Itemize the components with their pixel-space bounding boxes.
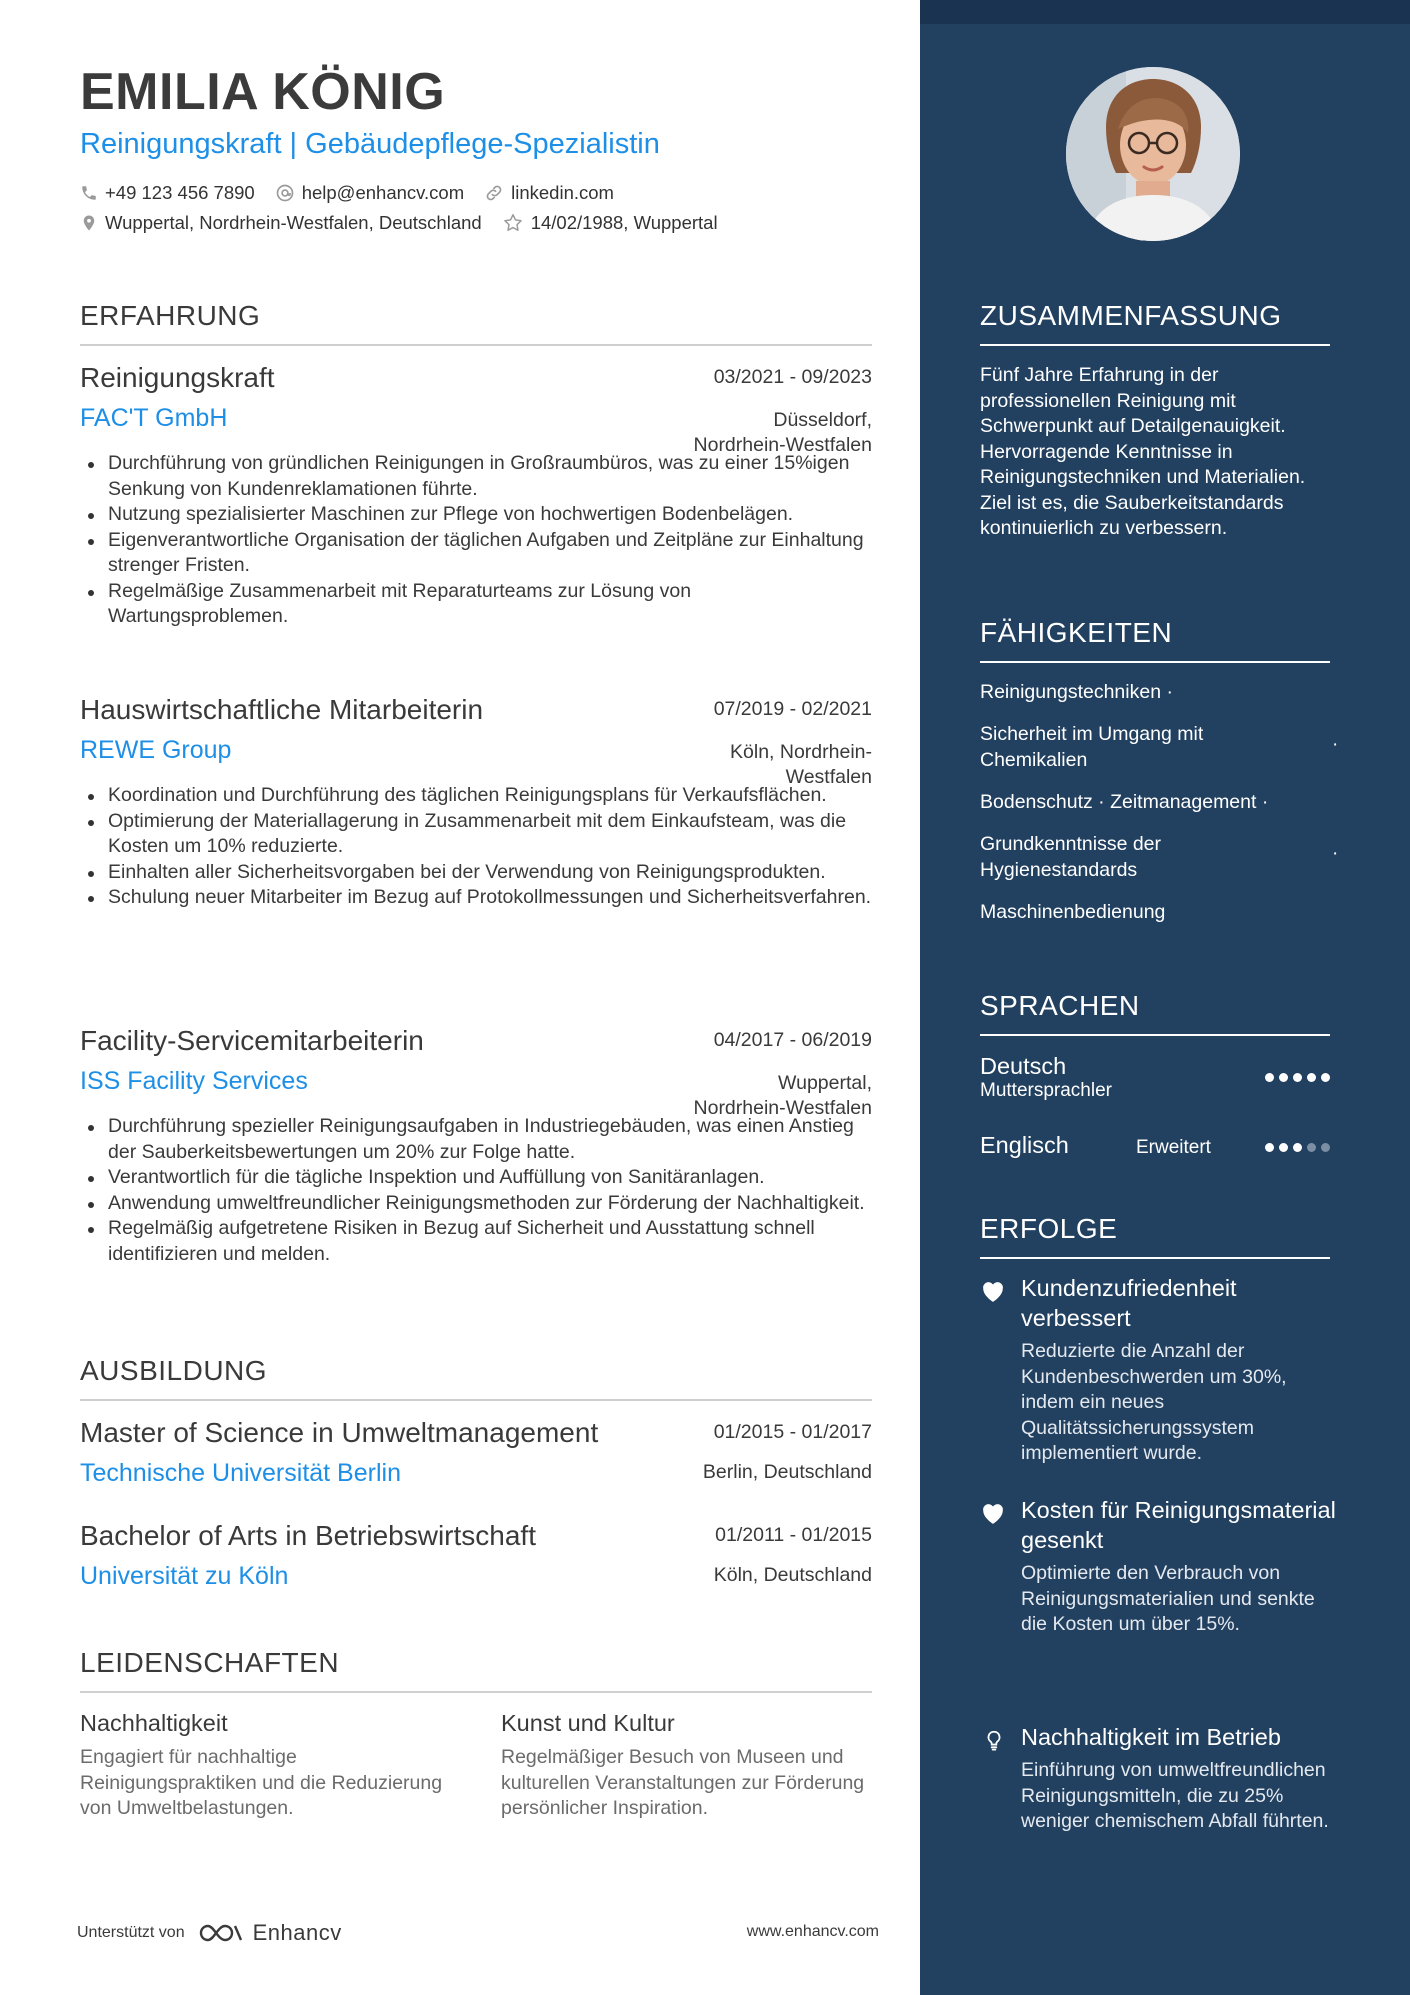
skill-item: Maschinenbedienung bbox=[980, 901, 1166, 923]
passions-section-title: LEIDENSCHAFTEN bbox=[80, 1647, 872, 1693]
rating-dot bbox=[1321, 1073, 1330, 1082]
achievement-description: Reduzierte die Anzahl der Kundenbeschwerden um 30%, indem ein neues Qualitätssicherungssystem implementiert wurde. bbox=[1021, 1340, 1287, 1464]
passion-item bbox=[501, 1710, 881, 1822]
job-entry bbox=[80, 694, 872, 911]
job-company[interactable]: ISS Facility Services bbox=[80, 1067, 308, 1095]
achievement-item bbox=[980, 1273, 1340, 1467]
achievement-title: Kosten für Reinigungsmaterial gesenkt bbox=[1021, 1497, 1336, 1553]
job-bullet: Optimierung der Materiallagerung in Zusammenarbeit mit dem Einkaufsteam, was die Kosten um 10% reduzierte. bbox=[80, 809, 872, 860]
languages-section-title: SPRACHEN bbox=[980, 990, 1330, 1036]
language-rating bbox=[1260, 1073, 1330, 1082]
skill-item: Bodenschutz bbox=[980, 791, 1093, 813]
language-item bbox=[980, 1132, 1330, 1166]
birth-contact bbox=[502, 212, 718, 234]
language-name: Englisch bbox=[980, 1132, 1069, 1158]
job-bullet: Nutzung spezialisierter Maschinen zur Pflege von hochwertigen Bodenbelägen. bbox=[80, 502, 872, 528]
heart-icon bbox=[980, 1279, 1006, 1303]
education-entry bbox=[80, 1417, 872, 1488]
birth-text: 14/02/1988, Wuppertal bbox=[530, 212, 718, 233]
job-role: Reinigungskraft bbox=[80, 362, 275, 393]
skill-row bbox=[980, 790, 1350, 816]
rating-dot bbox=[1265, 1143, 1274, 1152]
language-level: Erweitert bbox=[1136, 1137, 1211, 1158]
skill-separator: · bbox=[1332, 843, 1339, 864]
skill-separator: · bbox=[1166, 681, 1173, 703]
education-section-title: AUSBILDUNG bbox=[80, 1355, 872, 1401]
education-dates: 01/2015 - 01/2017 bbox=[713, 1421, 872, 1443]
education-degree: Master of Science in Umweltmanagement bbox=[80, 1417, 599, 1448]
phone-text: +49 123 456 7890 bbox=[105, 182, 255, 203]
achievement-item bbox=[980, 1722, 1340, 1835]
linkedin-text: linkedin.com bbox=[511, 182, 614, 203]
job-location-line: Nordrhein-Westfalen bbox=[693, 1097, 872, 1119]
job-location-line: Köln, Nordrhein- bbox=[730, 741, 872, 763]
language-rating bbox=[1260, 1143, 1330, 1152]
phone-contact[interactable] bbox=[80, 182, 255, 204]
rating-dot bbox=[1307, 1143, 1316, 1152]
powered-by[interactable] bbox=[77, 1920, 342, 1946]
enhancv-brand: Enhancv bbox=[252, 1920, 342, 1945]
passion-description: Engagiert für nachhaltige Reinigungspraktiken und die Reduzierung von Umweltbelastungen. bbox=[80, 1746, 443, 1819]
job-location-line: Nordrhein-Westfalen bbox=[693, 434, 872, 456]
location-contact bbox=[80, 212, 482, 234]
rating-dot bbox=[1307, 1073, 1316, 1082]
skill-item: Zeitmanagement bbox=[1110, 791, 1257, 813]
skill-item: Reinigungstechniken bbox=[980, 681, 1162, 703]
skill-separator: · bbox=[1098, 791, 1111, 813]
job-bullet: Eigenverantwortliche Organisation der täglichen Aufgaben und Zeitpläne zur Einhaltung strenger Fristen. bbox=[80, 528, 872, 579]
location-text: Wuppertal, Nordrhein-Westfalen, Deutschland bbox=[105, 212, 482, 233]
experience-section-title: ERFAHRUNG bbox=[80, 300, 872, 346]
at-icon bbox=[275, 183, 295, 203]
job-dates: 03/2021 - 09/2023 bbox=[713, 366, 872, 388]
footer bbox=[77, 1917, 879, 1947]
job-role: Facility-Servicemitarbeiterin bbox=[80, 1025, 424, 1056]
education-degree: Bachelor of Arts in Betriebswirtschaft bbox=[80, 1520, 536, 1551]
link-icon bbox=[484, 183, 504, 203]
star-icon bbox=[502, 212, 524, 234]
education-entry bbox=[80, 1520, 872, 1591]
achievements-section-title: ERFOLGE bbox=[980, 1213, 1330, 1259]
sidebar-top-band bbox=[920, 0, 1410, 24]
job-bullets bbox=[80, 1114, 872, 1267]
summary-section-title: ZUSAMMENFASSUNG bbox=[980, 300, 1330, 346]
achievement-item bbox=[980, 1495, 1340, 1638]
job-dates: 04/2017 - 06/2019 bbox=[713, 1029, 872, 1051]
rating-dot bbox=[1293, 1143, 1302, 1152]
job-entry bbox=[80, 362, 872, 630]
email-text: help@enhancv.com bbox=[301, 182, 465, 203]
linkedin-contact[interactable] bbox=[484, 182, 614, 204]
job-bullet: Durchführung von gründlichen Reinigungen in Großraumbüros, was zu einer 15%igen Senkung von Kundenreklamationen führte. bbox=[80, 451, 872, 502]
achievement-description: Einführung von umweltfreundlichen Reinigungsmitteln, die zu 25% weniger chemischem Abfall führten. bbox=[1021, 1759, 1329, 1832]
profile-photo bbox=[1066, 67, 1240, 241]
job-bullet: Durchführung spezieller Reinigungsaufgaben in Industriegebäuden, was einen Anstieg der Sauberkeitsbewertungen um 20% zur Folge hatte. bbox=[80, 1114, 872, 1165]
job-location-line: Westfalen bbox=[785, 766, 872, 788]
passion-item bbox=[80, 1710, 470, 1822]
job-entry bbox=[80, 1025, 872, 1267]
language-name: Deutsch bbox=[980, 1053, 1067, 1079]
candidate-headline: Reinigungskraft | Gebäudepflege-Spezialistin bbox=[80, 128, 660, 160]
skill-item: Grundkenntnisse der Hygienestandards bbox=[980, 833, 1162, 881]
job-location-line: Düsseldorf, bbox=[773, 409, 872, 431]
job-company[interactable]: FAC'T GmbH bbox=[80, 404, 228, 432]
job-bullet: Einhalten aller Sicherheitsvorgaben bei der Verwendung von Reinigungsprodukten. bbox=[80, 860, 872, 886]
job-bullets bbox=[80, 783, 872, 911]
lightbulb-icon bbox=[983, 1728, 1005, 1752]
passion-title: Nachhaltigkeit bbox=[80, 1710, 228, 1736]
rating-dot bbox=[1293, 1073, 1302, 1082]
heart-icon bbox=[980, 1501, 1006, 1525]
candidate-name: EMILIA KÖNIG bbox=[80, 63, 446, 121]
language-item bbox=[980, 1053, 1330, 1109]
education-dates: 01/2011 - 01/2015 bbox=[715, 1524, 872, 1546]
education-location: Berlin, Deutschland bbox=[702, 1461, 872, 1483]
rating-dot bbox=[1265, 1073, 1274, 1082]
achievement-title: Nachhaltigkeit im Betrieb bbox=[1021, 1724, 1281, 1750]
job-bullet: Verantwortlich für die tägliche Inspektion und Auffüllung von Sanitäranlagen. bbox=[80, 1165, 872, 1191]
profile-photo-illustration bbox=[1066, 67, 1240, 241]
job-dates: 07/2019 - 02/2021 bbox=[713, 698, 872, 720]
skill-item: Sicherheit im Umgang mit Chemikalien bbox=[980, 723, 1204, 771]
phone-icon bbox=[80, 184, 98, 202]
map-pin-icon bbox=[80, 213, 98, 233]
rating-dot bbox=[1279, 1073, 1288, 1082]
contact-row bbox=[80, 182, 634, 204]
skill-separator: · bbox=[1261, 791, 1269, 813]
footer-website[interactable]: www.enhancv.com bbox=[746, 1923, 879, 1940]
enhancv-logo-icon bbox=[197, 1921, 245, 1945]
achievement-title: Kundenzufriedenheit verbessert bbox=[1021, 1275, 1237, 1331]
passion-title: Kunst und Kultur bbox=[501, 1710, 675, 1736]
passion-description: Regelmäßiger Besuch von Museen und kulturellen Veranstaltungen zur Förderung persönlicher Inspiration. bbox=[501, 1746, 865, 1819]
achievement-description: Optimierte den Verbrauch von Reinigungsmaterialien und senkte die Kosten um über 15%. bbox=[1021, 1562, 1315, 1635]
powered-by-label: Unterstützt von bbox=[77, 1924, 185, 1941]
job-bullet: Anwendung umweltfreundlicher Reinigungsmethoden zur Förderung der Nachhaltigkeit. bbox=[80, 1191, 872, 1217]
skill-row bbox=[980, 680, 1350, 706]
education-location: Köln, Deutschland bbox=[713, 1564, 872, 1586]
job-bullet: Regelmäßig aufgetretene Risiken in Bezug auf Sicherheit und Ausstattung schnell identifizieren und melden. bbox=[80, 1216, 872, 1267]
job-bullets bbox=[80, 451, 872, 630]
job-bullet: Koordination und Durchführung des täglichen Reinigungsplans für Verkaufsflächen. bbox=[80, 783, 872, 809]
rating-dot bbox=[1321, 1143, 1330, 1152]
email-contact[interactable] bbox=[275, 182, 464, 204]
job-role: Hauswirtschaftliche Mitarbeiterin bbox=[80, 694, 484, 725]
sidebar bbox=[920, 0, 1410, 1995]
job-bullet: Schulung neuer Mitarbeiter im Bezug auf Protokollmessungen und Sicherheitsverfahren. bbox=[80, 885, 872, 911]
summary-text: Fünf Jahre Erfahrung in der professionellen Reinigung mit Schwerpunkt auf Detailgenauigkeit. Hervorragende Kenntnisse in Reinigungstechniken und Materialien. Ziel ist es, die Sauberkeitstandards kontinuierlich zu verbessern. bbox=[980, 364, 1306, 539]
skills-section-title: FÄHIGKEITEN bbox=[980, 617, 1330, 663]
job-bullet: Regelmäßige Zusammenarbeit mit Reparaturteams zur Lösung von Wartungsproblemen. bbox=[80, 579, 872, 630]
skill-separator: · bbox=[1332, 734, 1339, 755]
education-school[interactable]: Technische Universität Berlin bbox=[80, 1459, 401, 1487]
education-school[interactable]: Universität zu Köln bbox=[80, 1562, 289, 1590]
language-level: Muttersprachler bbox=[980, 1080, 1112, 1101]
rating-dot bbox=[1279, 1143, 1288, 1152]
contact-row-2 bbox=[80, 212, 738, 234]
job-company[interactable]: REWE Group bbox=[80, 736, 232, 764]
job-location-line: Wuppertal, bbox=[778, 1072, 872, 1094]
